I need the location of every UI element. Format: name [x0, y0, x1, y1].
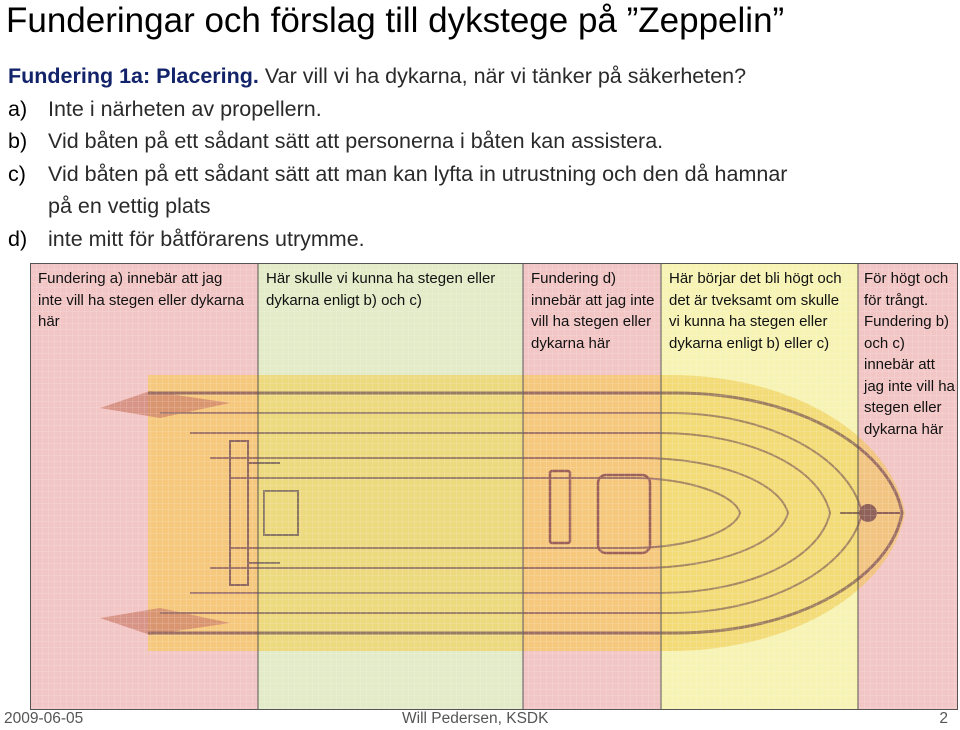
zone-e-note: För högt och för trångt. Fundering b) och c) innebär att jag inte vill ha stegen eller dykarna här — [864, 270, 955, 438]
footer-date: 2009-06-05 — [4, 710, 84, 727]
bullet-line-b — [8, 125, 948, 158]
bullet-text-d: inte mitt för båtförarens utrymme. — [48, 226, 365, 251]
bullet-marker-d: d) — [8, 226, 28, 251]
bullet-marker-c: c) — [8, 161, 26, 186]
bullet-line-c — [8, 158, 948, 191]
slide-title: Funderingar och förslag till dykstege på ”Zeppelin” — [6, 1, 785, 40]
zone-d-note: Här börjar det bli högt och det är tveksamt om skulle vi kunna ha stegen eller dykarna enligt b) eller c) — [669, 270, 842, 352]
zone-b-note: Här skulle vi kunna ha stegen eller dykarna enligt b) och c) — [266, 270, 496, 309]
bullet-marker-a: a) — [8, 96, 28, 121]
bullet-line-a — [8, 93, 948, 126]
bullet-list — [8, 60, 948, 255]
zone-a-note: Fundering a) innebär att jag inte vill ha stegen eller dykarna här — [38, 270, 244, 330]
page-number: 2 — [939, 710, 948, 727]
bullet-line-c-continued — [8, 190, 948, 223]
bullet-line-question — [8, 60, 948, 93]
question-lead: Fundering 1a: Placering. — [8, 64, 259, 88]
bullet-marker-b: b) — [8, 129, 28, 153]
slide-footer — [0, 708, 960, 730]
question-text: Var vill vi ha dykarna, när vi tänker på säkerheten? — [258, 64, 747, 88]
bullet-text-a: Inte i närheten av propellern. — [48, 96, 322, 121]
footer-author: Will Pedersen, KSDK — [402, 710, 549, 727]
bullet-text-c: Vid båten på ett sådant sätt att man kan lyfta in utrustning och den då hamnar — [48, 161, 788, 186]
boat-zone-figure — [30, 263, 958, 710]
bullet-line-d — [8, 223, 948, 256]
zone-c-note: Fundering d) innebär att jag inte vill ha stegen eller dykarna här — [531, 270, 655, 352]
bullet-text-b: Vid båten på ett sådant sätt att personerna i båten kan assistera. — [48, 129, 664, 153]
bullet-text-c-continued: på en vettig plats — [48, 194, 211, 218]
